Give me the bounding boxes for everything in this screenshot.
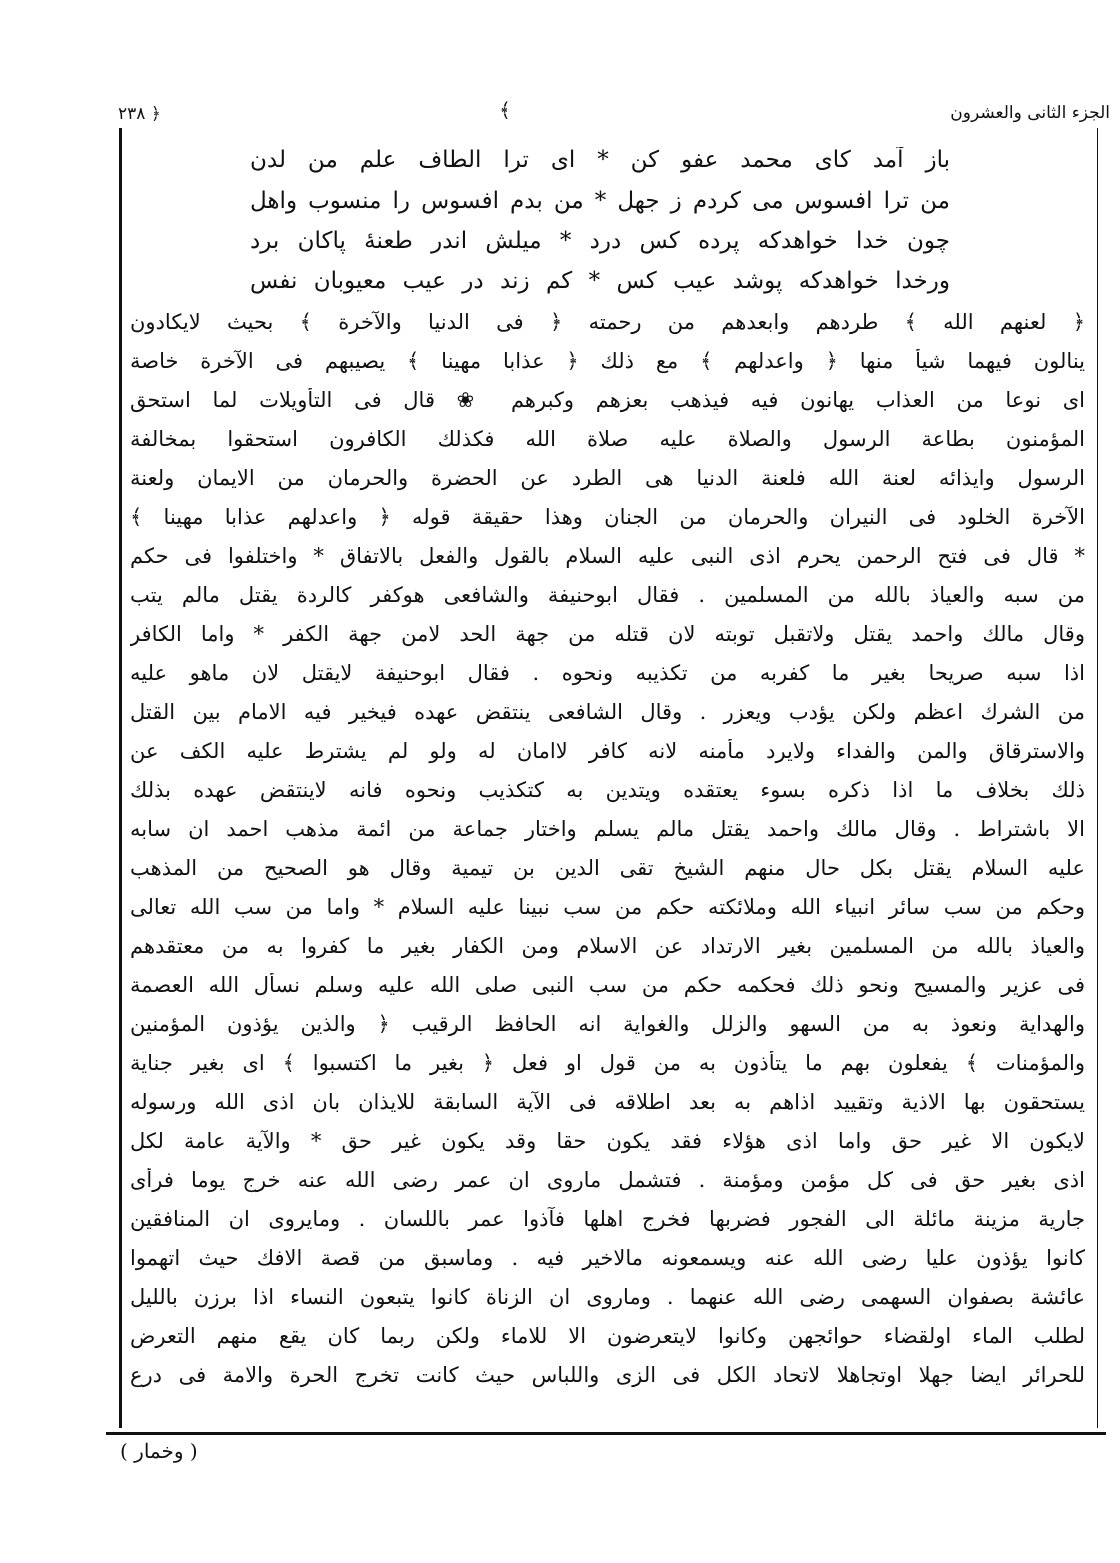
body-line: اذا سبه صريحا بغير ما كفربه من تكذيبه ونحوه . فقال ابوحنيفة لايقتل لان ماهو عليه xyxy=(130,661,1085,685)
body-line: ذلك بخلاف ما اذا ذكره بسوء يعتقده ويتدين به كتكذيب ونحوه فانه لاينتقض عهده بذلك xyxy=(130,778,1085,802)
body-line: اذى بغير حق فى كل مؤمن ومؤمنة . فتشمل ماروى ان عمر رضى الله عنه خرج يوما فرأى xyxy=(130,1168,1085,1192)
body-line: المؤمنون بطاعة الرسول والصلاة عليه صلاة الله فكذلك الكافرون استحقوا بمخالفة xyxy=(130,427,1085,451)
body-line: وقال مالك واحمد يقتل ولاتقبل توبته لان قتله من جهة الحد لامن جهة الكفر * واما الكافر xyxy=(130,622,1085,646)
body-line: والمؤمنات ﴾ يفعلون بهم ما يتأذون به من قول او فعل ﴿ بغير ما اكتسبوا ﴾ اى بغير جناية xyxy=(130,1051,1085,1075)
body-line: الرسول وايذائه لعنة الله فلعنة الدنيا هى الطرد عن الحضرة والحرمان من الايمان ولعنة xyxy=(130,466,1085,490)
body-line: الآخرة الخلود فى النيران والحرمان من الجنان وهذا حقيقة قوله ﴿ واعدلهم عذابا مهينا ﴾ xyxy=(130,505,1085,529)
header-ornament-right: ﴾ xyxy=(499,98,511,122)
body-line: كانوا يؤذون عليا رضى الله عنه ويسمعونه مالاخير فيه . وماسبق من قصة الافك حيث اتهموا xyxy=(130,1246,1085,1270)
page-number: ۲۳۸ xyxy=(118,104,146,124)
part-title: الجزء الثانى والعشرون xyxy=(950,103,1110,123)
body-line: والهداية ونعوذ به من السهو والزلل والغواية انه الحافظ الرقيب ﴿ والذين يؤذون المؤمنين xyxy=(130,1012,1085,1036)
verse-line: چون خدا خواهدکه پرده کس درد * میلش اندر طعنهٔ پاکان برد xyxy=(250,228,950,254)
running-head-left xyxy=(118,103,161,124)
header-ornament-left: ﴿ xyxy=(150,104,161,124)
body-line: من سبه والعياذ بالله من المسلمين . فقال ابوحنيفة والشافعى هوكفر كالردة يقتل مالم يتب xyxy=(130,583,1085,607)
verse-line: من ترا افسوس می کردم ز جهل * من بدم افسوس را منسوب واهل xyxy=(250,188,950,214)
bottom-rule xyxy=(106,1432,1106,1435)
body-line: ينالون فيهما شيأ منها ﴿ واعدلهم ﴾ مع ذلك ﴿ عذابا مهينا ﴾ يصيبهم فى الآخرة خاصة xyxy=(130,349,1085,373)
body-line: والعياذ بالله من المسلمين بغير الارتداد عن الاسلام ومن الكفار بغير ما كفروا به من معتقدهم xyxy=(130,934,1085,958)
body-line: لطلب الماء اولقضاء حوائجهن وكانوا لايتعرضون الا للاماء ولكن ربما كان يقع منهم التعرض xyxy=(130,1324,1085,1348)
body-line: من الشرك اعظم ولكن يؤدب ويعزر . وقال الشافعى ينتقض عهده فيخير فيه الامام بين القتل xyxy=(130,700,1085,724)
body-line: * قال فى فتح الرحمن يحرم اذى النبى عليه السلام بالقول والفعل بالاتفاق * واختلفوا فى حكم xyxy=(130,544,1085,568)
body-line: اى نوعا من العذاب يهانون فيه فيذهب بعزهم وكبرهم ❀ قال فى التأويلات لما استحق xyxy=(130,388,1085,412)
body-line: والاسترقاق والمن والفداء ولايرد مأمنه لانه كافر لاامان له ولو لم يشترط عليه الكف عن xyxy=(130,739,1085,763)
body-line: لايكون الا غير حق واما اذى هؤلاء فقد يكون حقا وقد يكون غير حق * والآية عامة لكل xyxy=(130,1129,1085,1153)
body-line: عليه السلام يقتل بكل حال منهم الشيخ تقى الدين بن تيمية وقال هو الصحيح من المذهب xyxy=(130,856,1085,880)
body-line: ﴿ لعنهم الله ﴾ طردهم وابعدهم من رحمته ﴿ فى الدنيا والآخرة ﴾ بحيث لايكادون xyxy=(130,310,1085,334)
verse-line: باز آمد کای محمد عفو کن * ای ترا الطاف علم من لدن xyxy=(250,147,950,173)
body-line: للحرائر ايضا جهلا اوتجاهلا لاتحاد الكل فى الزى واللباس حيث كانت تخرج الحرة والامة فى درع xyxy=(130,1363,1085,1387)
body-line: جارية مزينة مائلة الى الفجور فضربها فخرج اهلها فآذوا عمر باللسان . ومايروى ان المنافقين xyxy=(130,1207,1085,1231)
body-line: وحكم من سب سائر انبياء الله وملائكته حكم من سب نبينا عليه السلام * واما من سب الله تعالى xyxy=(130,895,1085,919)
body-line: فى عزير والمسيح ونحو ذلك فحكمه حكم من سب النبى صلى الله عليه وسلم نسأل الله العصمة xyxy=(130,973,1085,997)
page-number-block xyxy=(395,98,615,122)
body-line: عائشة بصفوان السهمى رضى الله عنهما . وماروى ان الزناة كانوا يتبعون النساء اذا برزن بالليل xyxy=(130,1285,1085,1309)
catchword: ( وخمار ) xyxy=(120,1439,198,1463)
body-line: يستحقون بها الاذية وتقييد اذاهم به بعد اطلاقه فى الآية السابقة للايذان بان اذى الله ورسوله xyxy=(130,1090,1085,1114)
body-line: الا باشتراط . وقال مالك واحمد يقتل مالم يسلم واختار جماعة من ائمة مذهب احمد ان سابه xyxy=(130,817,1085,841)
verse-line: ورخدا خواهدکه پوشد عیب کس * کم زند در عیب معیوبان نفس xyxy=(250,268,950,294)
